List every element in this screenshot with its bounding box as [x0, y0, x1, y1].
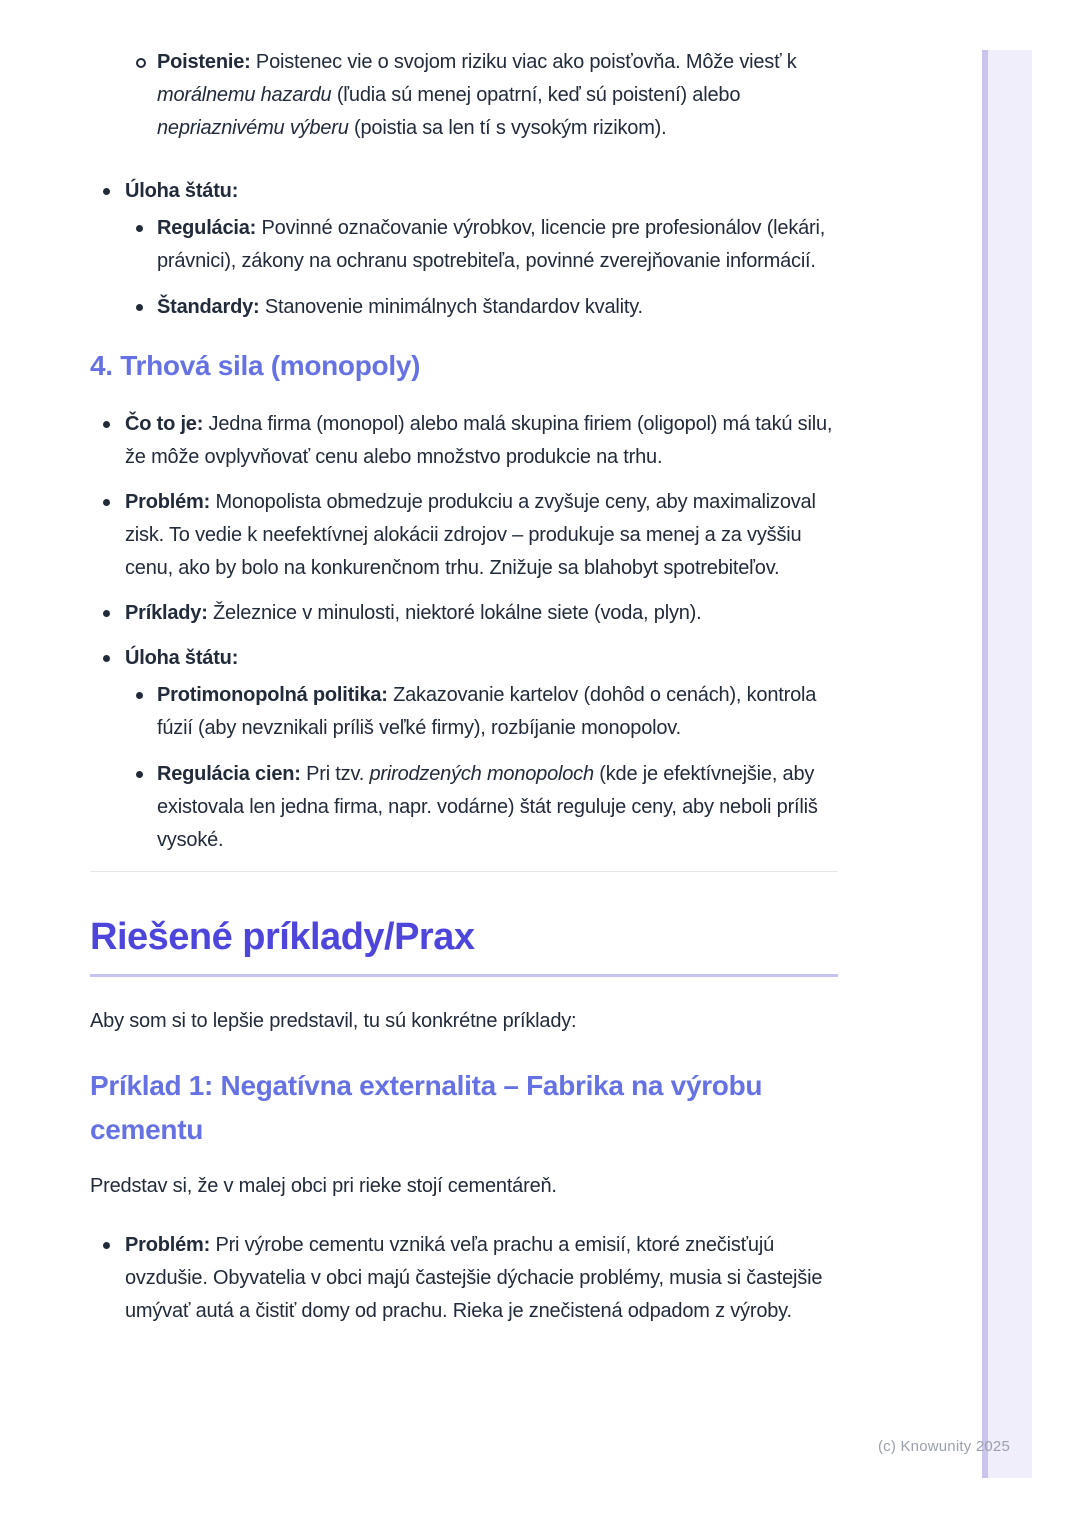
- bullet-list-market-power: [90, 408, 838, 857]
- next-page-edge: [982, 50, 1032, 1478]
- setup-paragraph: Predstav si, že v malej obci pri rieke stojí cementáreň.: [90, 1175, 557, 1197]
- nested-list-state-role-info: [90, 212, 838, 324]
- subsection-heading-example1: Príklad 1: Negatívna externalita – Fabrika na výrobu cementu: [90, 1070, 763, 1145]
- list-item-problem: Problém: Monopolista obmedzuje produkciu a zvyšuje ceny, aby maximalizoval zisk. To vedie k neefektívnej alokácii zdrojov – produkuje sa menej a za vyššiu cenu, ako by bolo na konkurenčnom trhu. Znižuje sa blahobyt spotrebiteľov.: [90, 486, 838, 585]
- list-item-insurance: Poistenie: Poistenec vie o svojom riziku viac ako poisťovňa. Môže viesť k morálnemu hazardu (ľudia sú menej opatrní, keď sú poistení) alebo nepriaznivému výberu (poistia sa len tí s vysokým rizikom).: [90, 46, 838, 145]
- state-role-label: Úloha štátu:: [125, 180, 239, 202]
- list-item-example1-problem: Problém: Pri výrobe cementu vzniká veľa prachu a emisií, ktoré znečisťujú ovzdušie. Obyvatelia v obci majú častejšie dýchacie problémy, musia si častejšie umývať autá a čistiť domy od prachu. Rieka je znečistená odpadom z výroby.: [90, 1229, 838, 1328]
- section-divider: [90, 871, 838, 872]
- intro-paragraph: Aby som si to lepšie predstavil, tu sú konkrétne príklady:: [90, 1010, 577, 1032]
- bullet-list-example1: [90, 1229, 838, 1328]
- section-heading-market-power: 4. Trhová sila (monopoly): [90, 350, 421, 381]
- document-content: [90, 0, 838, 1328]
- list-item-examples: Príklady: Železnice v minulosti, niektoré lokálne siete (voda, plyn).: [90, 597, 838, 630]
- bullet-list-insurance: [90, 46, 838, 145]
- list-item-what-it-is: Čo to je: Jedna firma (monopol) alebo malá skupina firiem (oligopol) má takú silu, že môže ovplyvňovať cenu alebo množstvo produkcie na trhu.: [90, 408, 838, 474]
- list-item-price-regulation: Regulácia cien: Pri tzv. prirodzených monopoloch (kde je efektívnejšie, aby existovala len jedna firma, napr. vodárne) štát reguluje ceny, aby neboli príliš vysoké.: [90, 758, 838, 857]
- page-heading-solved-examples: Riešené príklady/Prax: [90, 912, 838, 977]
- nested-list-state-role-market: [90, 679, 838, 857]
- list-item-standards: Štandardy: Stanovenie minimálnych štandardov kvality.: [90, 291, 838, 324]
- list-item-state-role: [90, 175, 838, 324]
- footer-credit: (c) Knowunity 2025: [877, 1438, 1010, 1455]
- bullet-list-state-role-info: [90, 175, 838, 324]
- list-item-antitrust: Protimonopolná politika: Zakazovanie kartelov (dohôd o cenách), kontrola fúzií (aby nevznikali príliš veľké firmy), rozbíjanie monopolov.: [90, 679, 838, 745]
- list-item-state-role: [90, 642, 838, 857]
- list-item-regulation: Regulácia: Povinné označovanie výrobkov, licencie pre profesionálov (lekári, právnici), zákony na ochranu spotrebiteľa, povinné zverejňovanie informácií.: [90, 212, 838, 278]
- state-role-label: Úloha štátu:: [125, 647, 239, 669]
